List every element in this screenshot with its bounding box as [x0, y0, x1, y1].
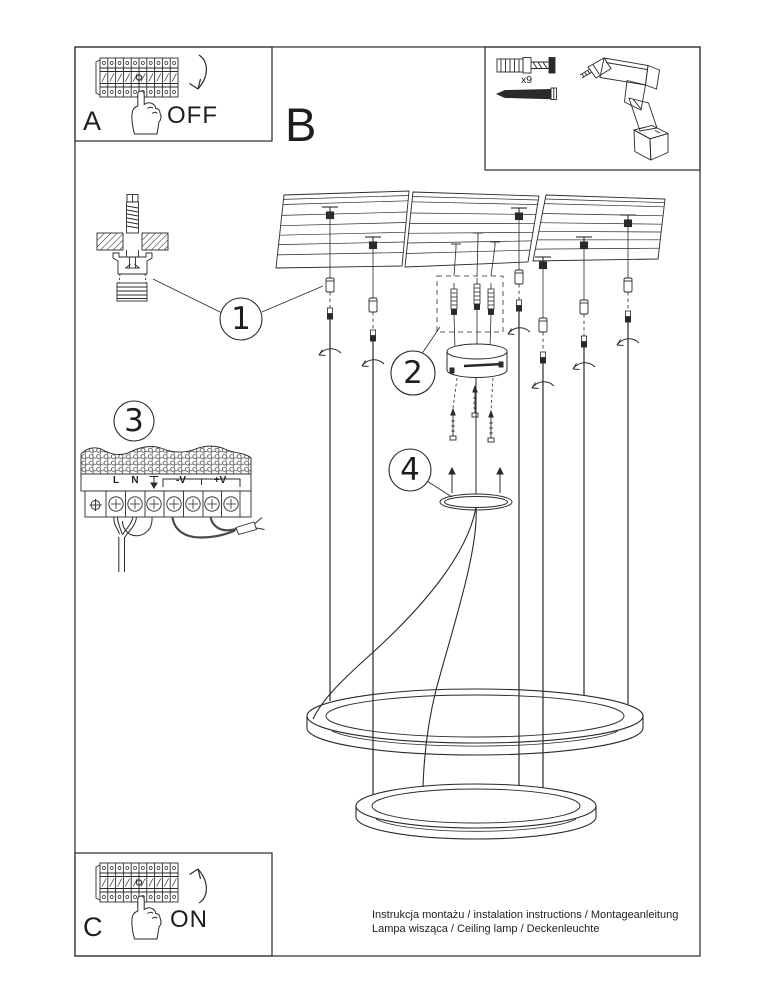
arrow-down-icon [190, 55, 207, 89]
callout-3: 3 [124, 403, 144, 439]
wall-plug-icon [497, 58, 555, 74]
tools-illustration [497, 58, 668, 161]
terminal-live-label: L [112, 475, 120, 486]
terminal-minus-v-label: -V [176, 475, 186, 486]
small-ring [356, 784, 596, 839]
callout-4: 4 [400, 452, 420, 488]
canopy-assembly [313, 233, 512, 787]
plug-quantity-label: x9 [521, 74, 533, 86]
terminal-plus-v-label: +V [213, 475, 227, 486]
terminal-neutral-label: N [131, 475, 139, 486]
lamp-rings [307, 689, 643, 839]
canopy [447, 344, 507, 378]
ceiling-panels [276, 191, 665, 268]
power-cables [313, 507, 476, 787]
footer-product-line: Lampa wisząca / Ceiling lamp / Deckenleuchte [372, 923, 600, 935]
step-c-label: C [83, 912, 103, 942]
arrow-up-icon [190, 869, 207, 903]
anchor-detail-illustration [97, 195, 168, 302]
callout-2: 2 [403, 355, 423, 391]
wires [114, 517, 265, 572]
drill-icon [580, 58, 668, 160]
large-ring [307, 689, 643, 755]
breaker-off-label: OFF [167, 102, 218, 129]
breaker-on-label: ON [170, 906, 208, 933]
step-b-label: B [285, 98, 317, 151]
step-a-label: A [83, 106, 102, 136]
footer-title-line: Instrukcja montażu / instalation instructions / Montageanleitung [372, 909, 679, 921]
callout-1: 1 [231, 301, 251, 337]
driver-wiring-illustration [81, 446, 265, 572]
screw-icon [497, 88, 557, 100]
